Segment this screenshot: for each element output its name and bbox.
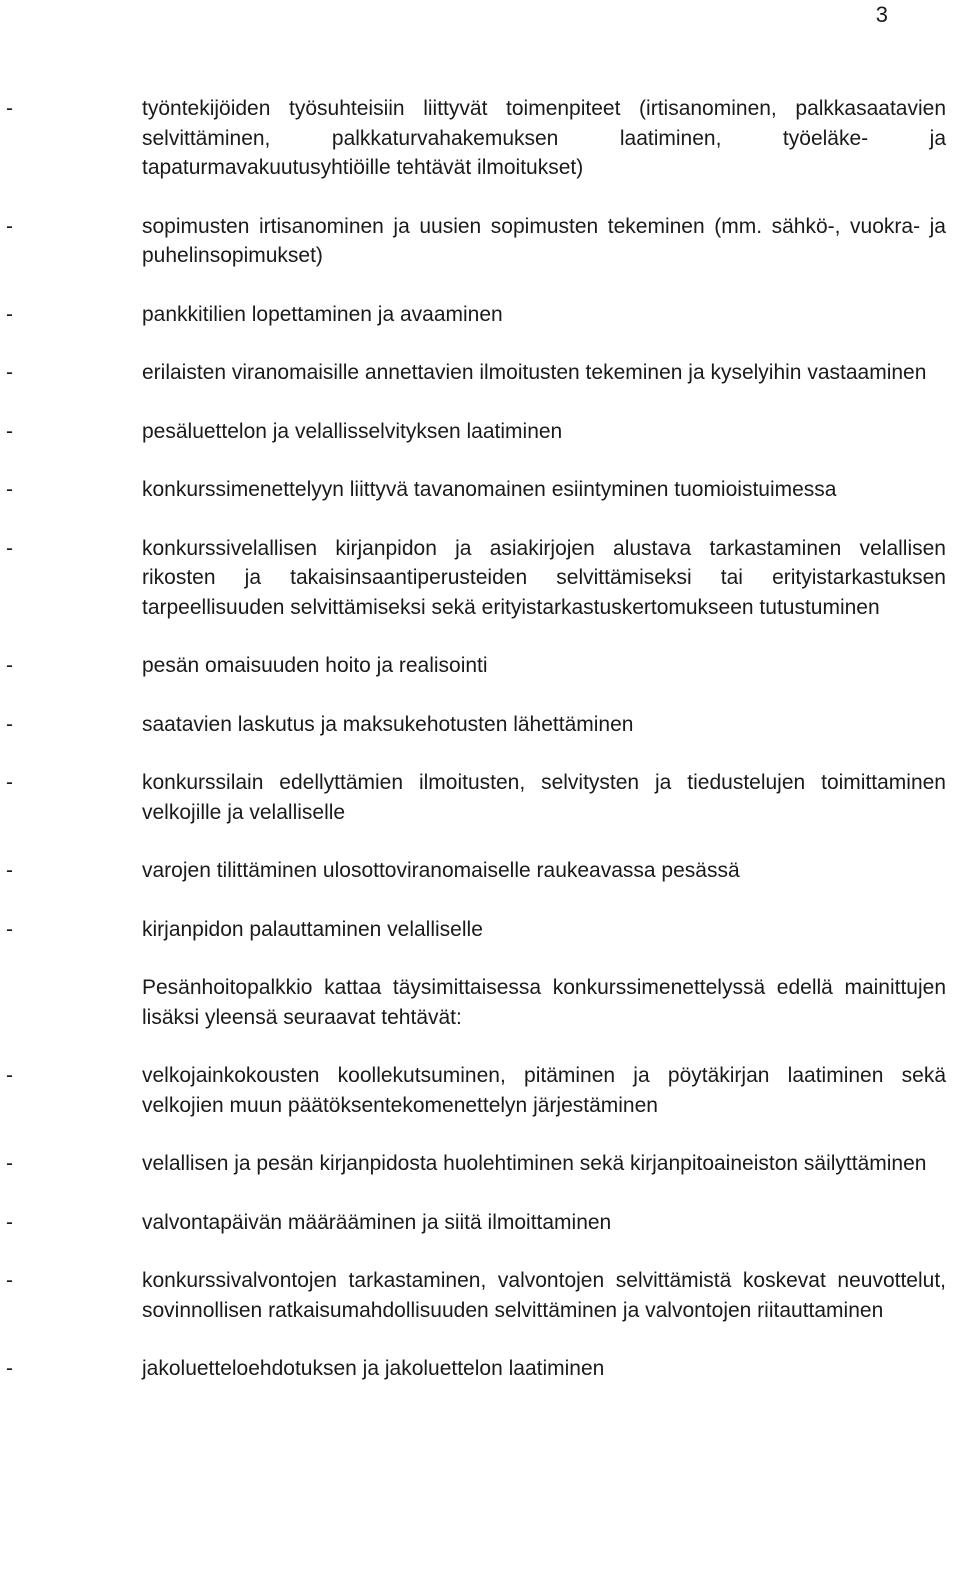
list-item-text: työntekijöiden työsuhteisiin liittyvät toimenpiteet (irtisanominen, palkkasaatavien selvittäminen, palkkaturvahakemuksen laatiminen, työeläke- ja tapaturmavakuutusyhtiöille tehtävät ilmoitukset) bbox=[142, 97, 946, 179]
list-bullet-dash: - bbox=[6, 214, 13, 238]
body-paragraph: Pesänhoitopalkkio kattaa täysimittaisessa konkurssimenettelyssä edellä mainittujen lisäksi yleensä seuraavat tehtävät: bbox=[142, 976, 946, 1029]
list-bullet-dash: - bbox=[6, 771, 13, 794]
list-item bbox=[0, 417, 960, 447]
list-item-text: sopimusten irtisanominen ja uusien sopimusten tekeminen (mm. sähkö-, vuokra- ja puhelinsopimukset) bbox=[142, 214, 946, 267]
list-item bbox=[0, 710, 960, 740]
list-bullet-dash: - bbox=[6, 1064, 13, 1087]
list-bullet-dash: - bbox=[6, 361, 13, 384]
list-item bbox=[0, 1266, 960, 1325]
list-bullet-dash: - bbox=[6, 1269, 13, 1292]
list-item-text: kirjanpidon palauttaminen velalliselle bbox=[142, 917, 483, 941]
list-item-text: konkurssilain edellyttämien ilmoitusten, selvitysten ja tiedustelujen toimittaminen velkojille ja velalliselle bbox=[142, 771, 946, 824]
list-item-text: konkurssimenettelyyn liittyvä tavanomainen esiintyminen tuomioistuimessa bbox=[142, 478, 837, 501]
list-item-text: pankkitilien lopettaminen ja avaaminen bbox=[142, 302, 503, 326]
list-item-text: pesän omaisuuden hoito ja realisointi bbox=[142, 654, 488, 677]
list-bullet-dash: - bbox=[6, 478, 13, 501]
list-item bbox=[0, 651, 960, 681]
list-item-text: saatavien laskutus ja maksukehotusten lähettäminen bbox=[142, 712, 634, 736]
list-bullet-dash: - bbox=[6, 917, 13, 941]
list-item-text: erilaisten viranomaisille annettavien ilmoitusten tekeminen ja kyselyihin vastaaminen bbox=[142, 361, 927, 384]
list-item-text: konkurssivalvontojen tarkastaminen, valvontojen selvittämistä koskevat neuvottelut, sovinnollisen ratkaisumahdollisuuden selvittäminen ja valvontojen riitauttaminen bbox=[142, 1269, 946, 1322]
list-item bbox=[0, 1354, 960, 1384]
list-item-text: varojen tilittäminen ulosottoviranomaiselle raukeavassa pesässä bbox=[142, 859, 740, 882]
list-item bbox=[0, 300, 960, 330]
list-bullet-dash: - bbox=[6, 1152, 13, 1175]
list-item bbox=[0, 475, 960, 505]
list-bullet-dash: - bbox=[6, 536, 13, 560]
list-item-text: velkojainkokousten koollekutsuminen, pitäminen ja pöytäkirjan laatiminen sekä velkojien muun päätöksentekomenettelyn järjestäminen bbox=[142, 1064, 946, 1117]
task-list-secondary bbox=[0, 1061, 960, 1384]
list-item bbox=[0, 1149, 960, 1179]
list-item bbox=[0, 1208, 960, 1238]
list-item bbox=[0, 1061, 960, 1120]
list-item bbox=[0, 856, 960, 886]
list-bullet-dash: - bbox=[6, 859, 13, 882]
list-bullet-dash: - bbox=[6, 1357, 13, 1380]
task-list-primary bbox=[0, 94, 960, 944]
list-item-text: pesäluettelon ja velallisselvityksen laatiminen bbox=[142, 419, 563, 443]
list-bullet-dash: - bbox=[6, 1210, 13, 1234]
list-item bbox=[0, 94, 960, 183]
document-body bbox=[0, 94, 960, 1413]
list-item bbox=[0, 534, 960, 623]
list-item bbox=[0, 212, 960, 271]
list-item bbox=[0, 915, 960, 945]
list-bullet-dash: - bbox=[6, 419, 13, 443]
list-item-text: jakoluetteloehdotuksen ja jakoluettelon laatiminen bbox=[142, 1357, 605, 1380]
list-item bbox=[0, 358, 960, 388]
page-number: 3 bbox=[875, 2, 888, 27]
list-item-text: valvontapäivän määrääminen ja siitä ilmoittaminen bbox=[142, 1210, 612, 1234]
list-bullet-dash: - bbox=[6, 97, 13, 120]
list-bullet-dash: - bbox=[6, 654, 13, 677]
list-item-text: konkurssivelallisen kirjanpidon ja asiakirjojen alustava tarkastaminen velallisen rikosten ja takaisinsaantiperusteiden selvittämiseksi tai erityistarkastuksen tarpeellisuuden selvittämiseksi sekä erityistarkastuskertomukseen tutustuminen bbox=[142, 536, 946, 619]
list-bullet-dash: - bbox=[6, 302, 13, 326]
list-item-text: velallisen ja pesän kirjanpidosta huolehtiminen sekä kirjanpitoaineiston säilyttäminen bbox=[142, 1152, 927, 1175]
list-item bbox=[0, 768, 960, 827]
list-bullet-dash: - bbox=[6, 712, 13, 736]
